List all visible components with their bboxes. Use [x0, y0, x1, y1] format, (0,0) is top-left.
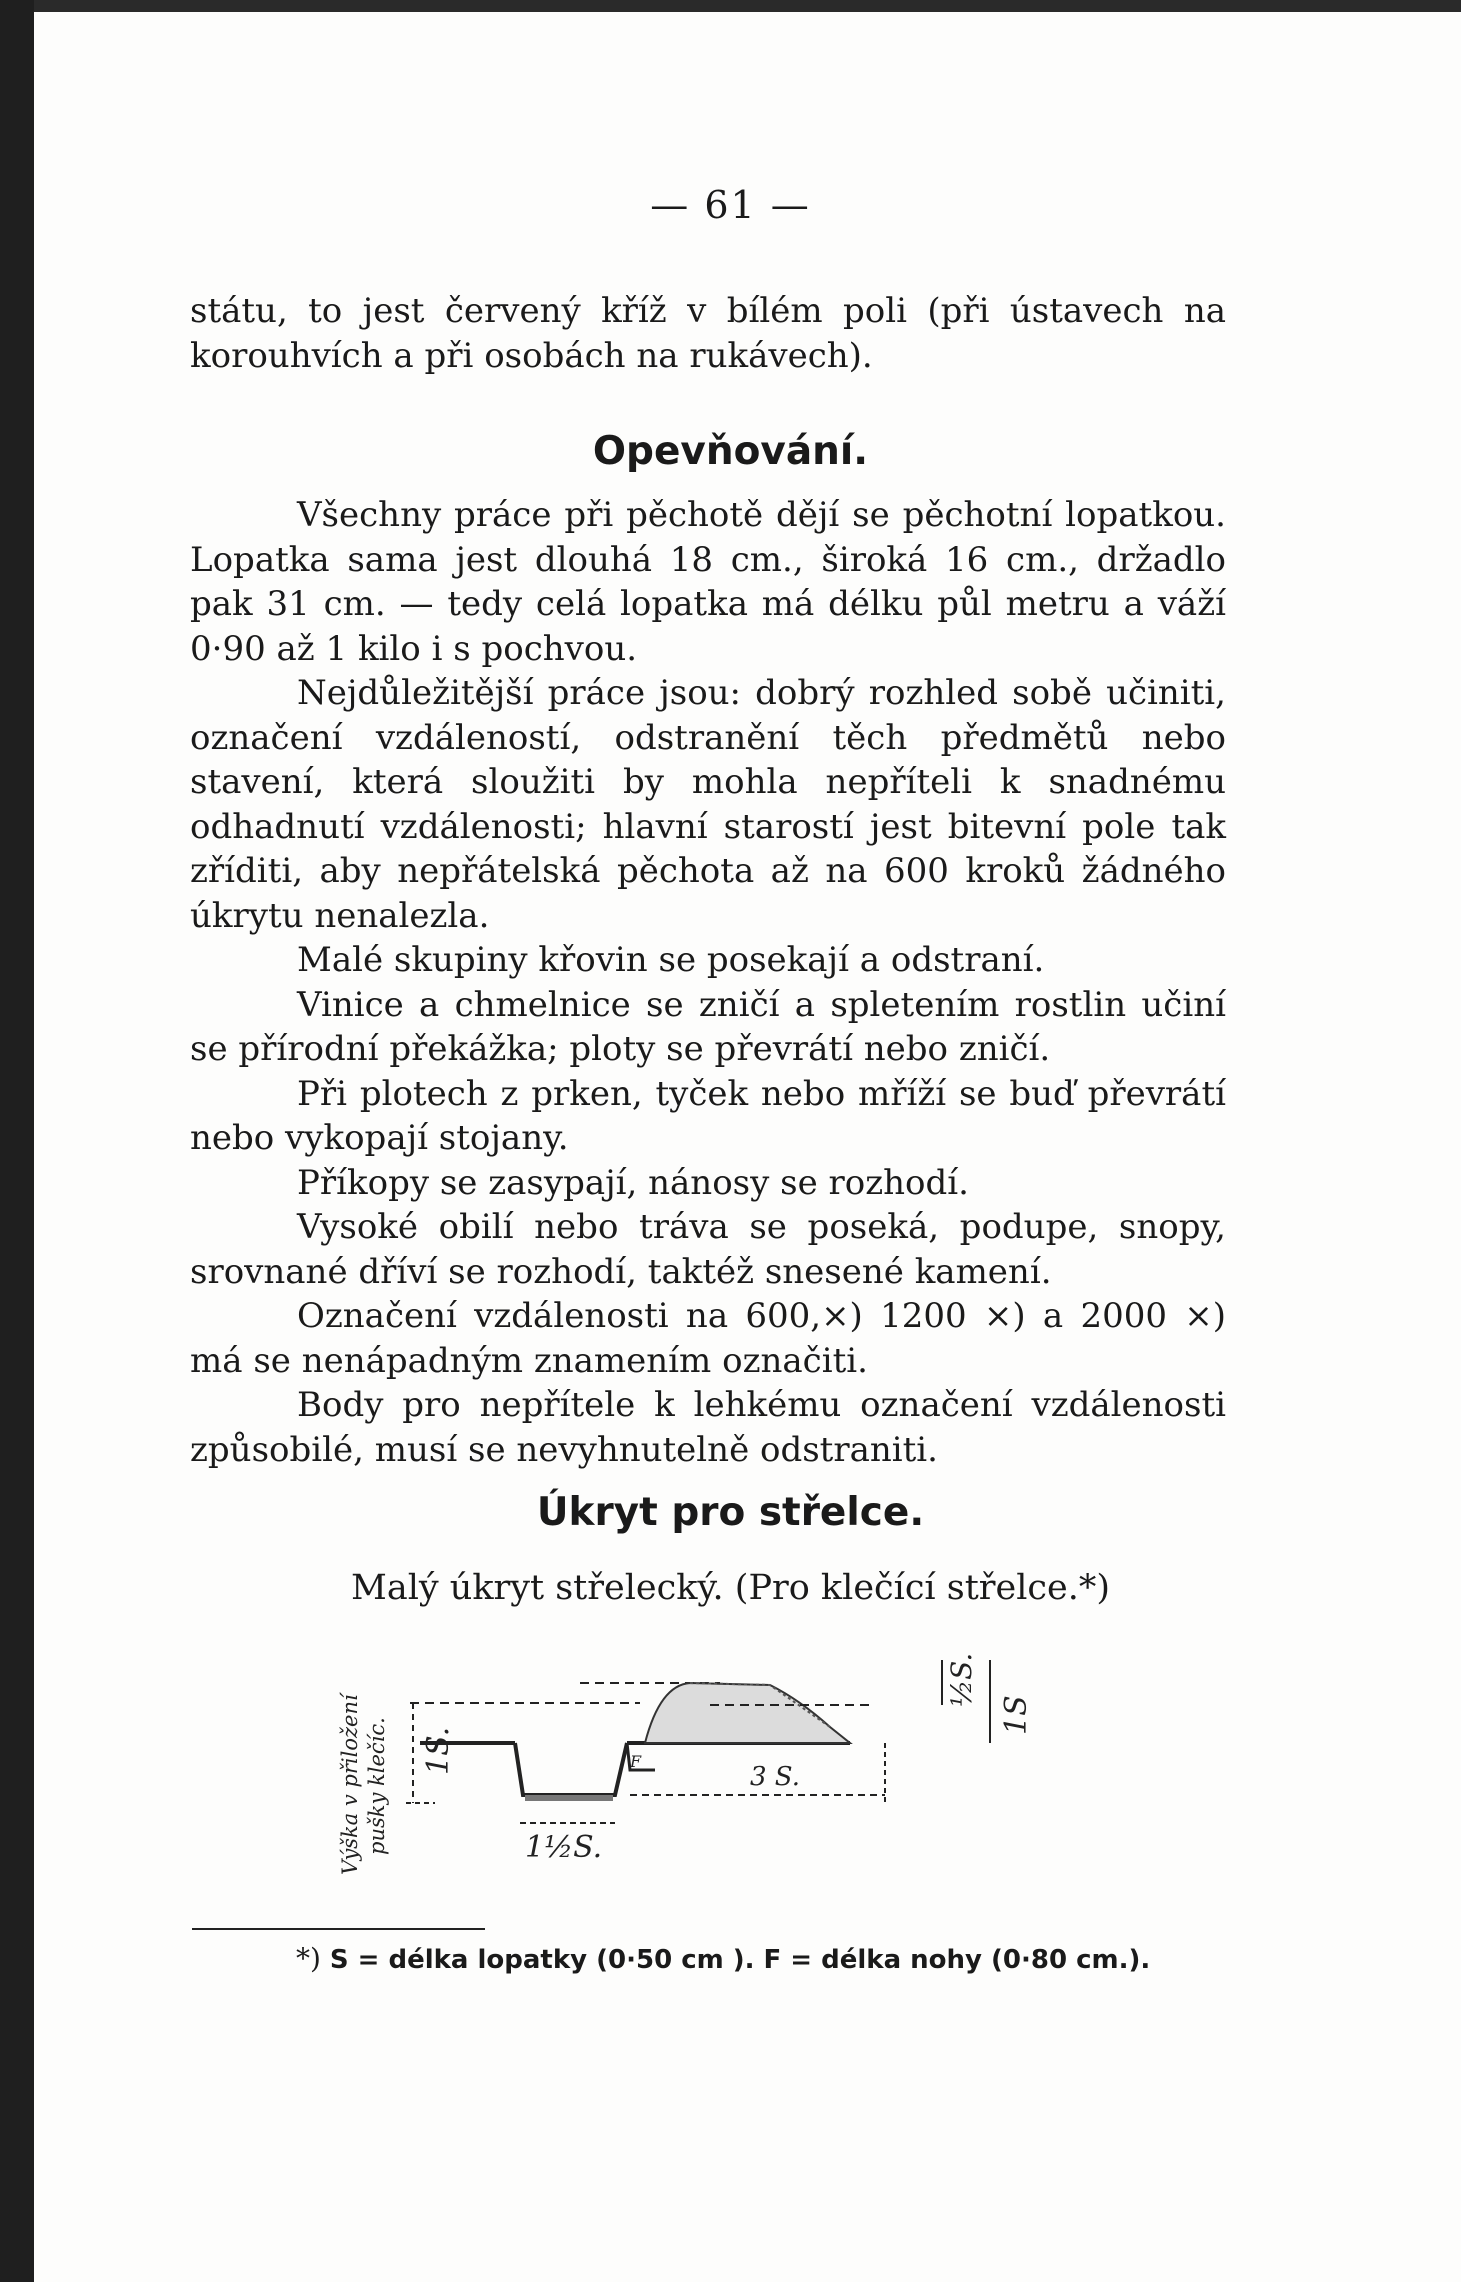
diagram-vertical-label-2: pušky klečíc.	[365, 1717, 389, 1855]
cover-height-label: 1S	[999, 1695, 1034, 1735]
page-number: — 61 —	[650, 183, 811, 227]
section1-body	[190, 493, 1226, 1472]
section-heading-opevnovani: Opevňování.	[592, 429, 869, 474]
trench-floor	[525, 1795, 613, 1801]
section-heading-ukryt: Úkryt pro střelce.	[536, 1490, 925, 1535]
footnote-f-definition: F = délka nohy (0·80 cm.).	[763, 1945, 1151, 1975]
parapet-length-label: 3 S.	[750, 1762, 800, 1792]
figure-caption: Malý úkryt střelecký. (Pro klečící střelce.*)	[350, 1568, 1111, 1608]
paragraph: Body pro nepřítele k lehkému označení vzdálenosti způsobilé, musí se nevyhnutelně odstraniti.	[190, 1385, 1226, 1470]
scan-edge-top	[0, 0, 1461, 12]
paragraph: Všechny práce při pěchotě dějí se pěchotní lopatkou. Lopatka sama jest dlouhá 18 cm., široká 16 cm., držadlo pak 31 cm. — tedy celá lopatka má délku půl metru a váží 0·90 až 1 kilo i s pochvou.	[190, 495, 1226, 669]
footnote-s-definition: S = délka lopatky (0·50 cm ).	[329, 1945, 755, 1975]
footnote-marker: *)	[296, 1942, 321, 1975]
paragraph: Při plotech z prken, tyček nebo mříží se buď převrátí nebo vykopají stojany.	[190, 1073, 1226, 1158]
paragraph: Označení vzdálenosti na 600,×) 1200 ×) a 2000 ×) má se nenápadným znamením označiti.	[190, 1296, 1226, 1381]
diagram-vertical-label-1: Výška v přiložení	[338, 1694, 362, 1875]
parapet	[645, 1683, 850, 1743]
paragraph: Nejdůležitější práce jsou: dobrý rozhled sobě učiniti, označení vzdáleností, odstranění těch předmětů nebo stavení, která sloužiti by mohla nepříteli k snadnému odhadnutí vzdálenosti; hlavní starostí jest bitevní pole tak zříditi, aby nepřátelská pěchota až na 600 kroků žádného úkrytu nenalezla.	[190, 673, 1226, 936]
trench-width-label: 1½S.	[525, 1830, 603, 1865]
paragraph: Příkopy se zasypají, nánosy se rozhodí.	[297, 1162, 969, 1203]
trench-outline	[515, 1743, 627, 1795]
intro-paragraph: státu, to jest červený kříž v bílém poli (při ústavech na korouhvích a při osobách na rukávech).	[190, 291, 1226, 376]
paragraph: Vinice a chmelnice se zničí a spletením rostlin učiní se přírodní překážka; ploty se převrátí nebo zničí.	[190, 984, 1226, 1069]
scan-edge-left	[0, 0, 34, 2282]
footnote-rule	[192, 1928, 485, 1930]
depth-label: 1S.	[421, 1726, 456, 1775]
paragraph: Malé skupiny křovin se posekají a odstraní.	[297, 940, 1045, 980]
footnote	[296, 1942, 1236, 1975]
parapet-height-label: ½S.	[945, 1652, 978, 1707]
intro-block	[190, 289, 1226, 378]
paragraph: Vysoké obilí nebo tráva se poseká, podupe, snopy, srovnané dříví se rozhodí, taktéž snesené kamení.	[190, 1207, 1226, 1292]
bench-label: F	[630, 1752, 642, 1771]
trench-diagram	[330, 1645, 1070, 1890]
